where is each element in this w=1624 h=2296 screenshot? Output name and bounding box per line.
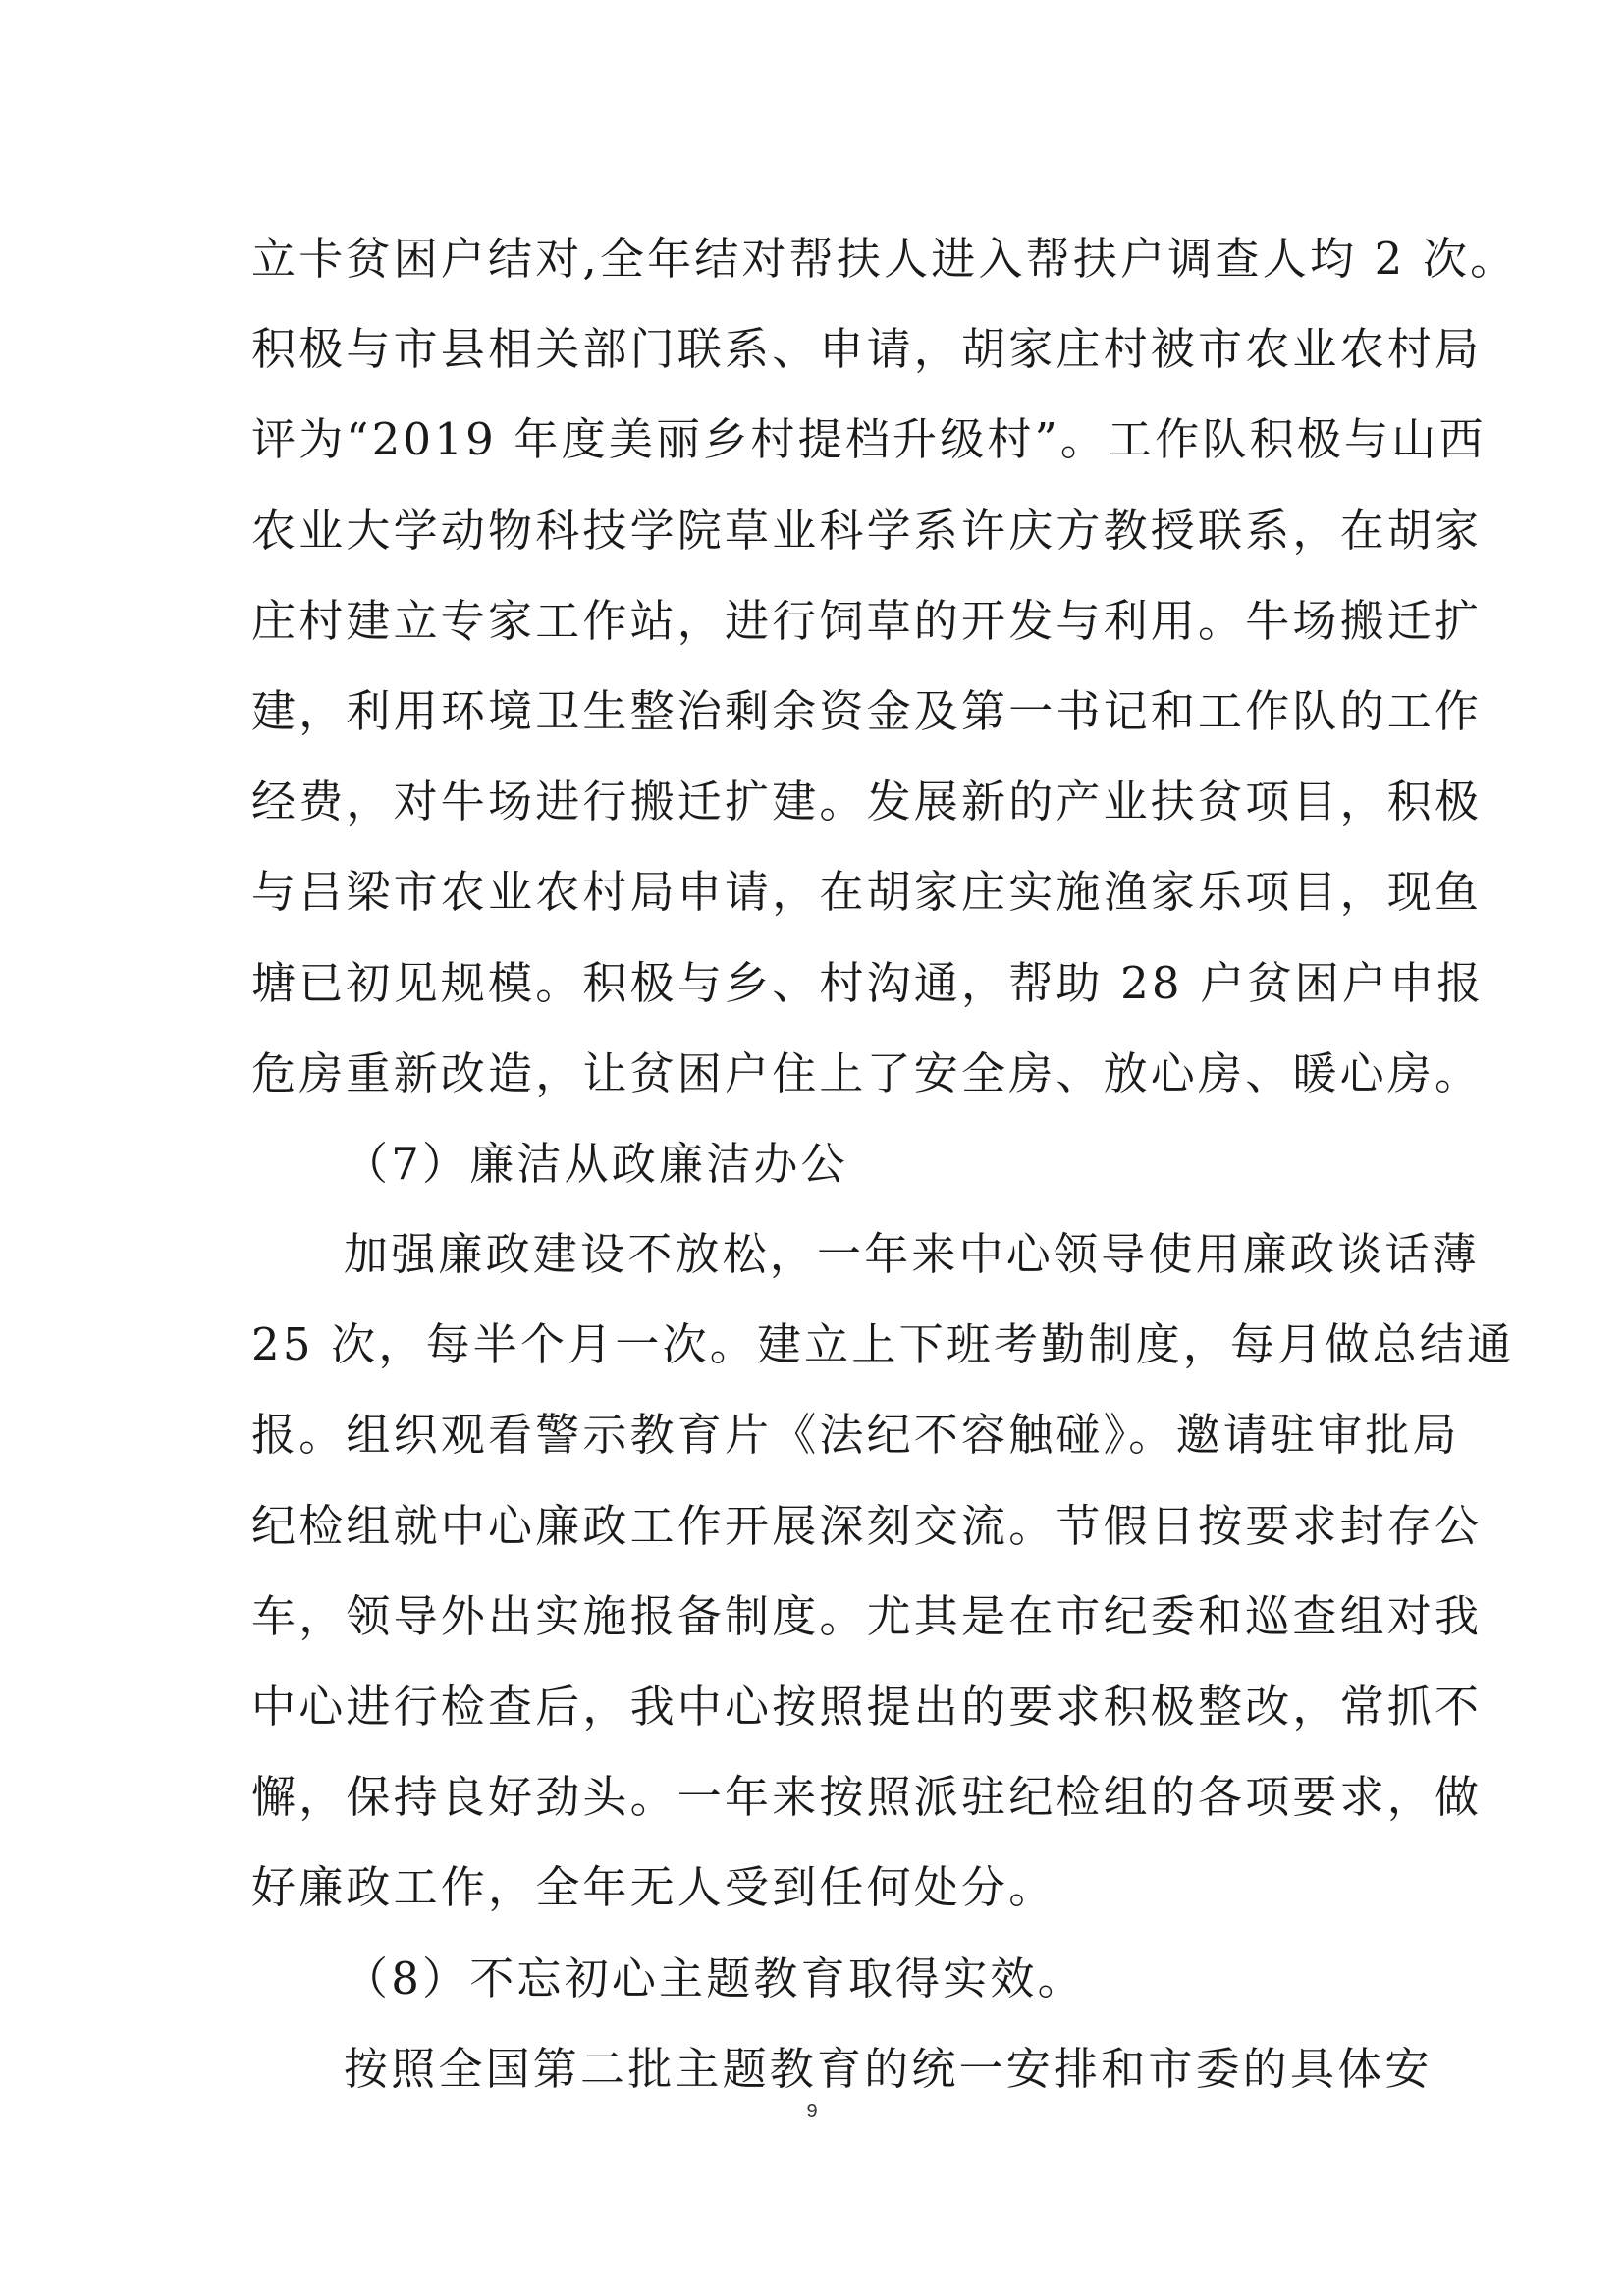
text-line: 立卡贫困户结对,全年结对帮扶人进入帮扶户调查人均 2 次。 <box>251 233 1518 285</box>
text-line: 车，领导外出实施报备制度。尤其是在市纪委和巡查组对我 <box>251 1589 1483 1642</box>
section-heading-8: （8）不忘初心主题教育取得实效。 <box>344 1951 1085 2004</box>
body-text <box>251 214 1518 2114</box>
text-line: 危房重新改造，让贫困户住上了安全房、放心房、暖心房。 <box>251 1046 1483 1099</box>
paragraph-first-line: 加强廉政建设不放松，一年来中心领导使用廉政谈话薄 <box>344 1228 1480 1281</box>
text-line: 中心进行检查后，我中心按照提出的要求积极整改，常抓不 <box>251 1681 1483 1733</box>
text-line: 经费，对牛场进行搬迁扩建。发展新的产业扶贫项目，积极 <box>251 775 1483 828</box>
text-line: 建，利用环境卫生整治剩余资金及第一书记和工作队的工作 <box>251 684 1483 737</box>
page-number: 9 <box>806 2101 818 2122</box>
text-line: 庄村建立专家工作站，进行饲草的开发与利用。牛场搬迁扩 <box>251 594 1483 647</box>
text-line: 纪检组就中心廉政工作开展深刻交流。节假日按要求封存公 <box>251 1499 1483 1552</box>
text-line: 塘已初见规模。积极与乡、村沟通，帮助 28 户贫困户申报 <box>251 956 1485 1009</box>
text-line: 好廉政工作，全年无人受到任何处分。 <box>251 1861 1056 1914</box>
text-line: 25 次，每半个月一次。建立上下班考勤制度，每月做总结通 <box>251 1318 1515 1371</box>
section-heading-7: （7）廉洁从政廉洁办公 <box>344 1137 848 1190</box>
text-line: 报。组织观看警示教育片《法纪不容触碰》。邀请驻审批局 <box>251 1409 1460 1462</box>
text-line: 懈，保持良好劲头。一年来按照派驻纪检组的各项要求，做 <box>251 1771 1483 1824</box>
text-line: 与吕梁市农业农村局申请，在胡家庄实施渔家乐项目，现鱼 <box>251 866 1483 919</box>
paragraph-first-line: 按照全国第二批主题教育的统一安排和市委的具体安 <box>344 2042 1433 2095</box>
text-line: 评为“2019 年度美丽乡村提档升级村”。工作队积极与山西 <box>251 413 1487 466</box>
text-line: 农业大学动物科技学院草业科学系许庆方教授联系，在胡家 <box>251 504 1483 557</box>
text-line: 积极与市县相关部门联系、申请，胡家庄村被市农业农村局 <box>251 323 1483 376</box>
